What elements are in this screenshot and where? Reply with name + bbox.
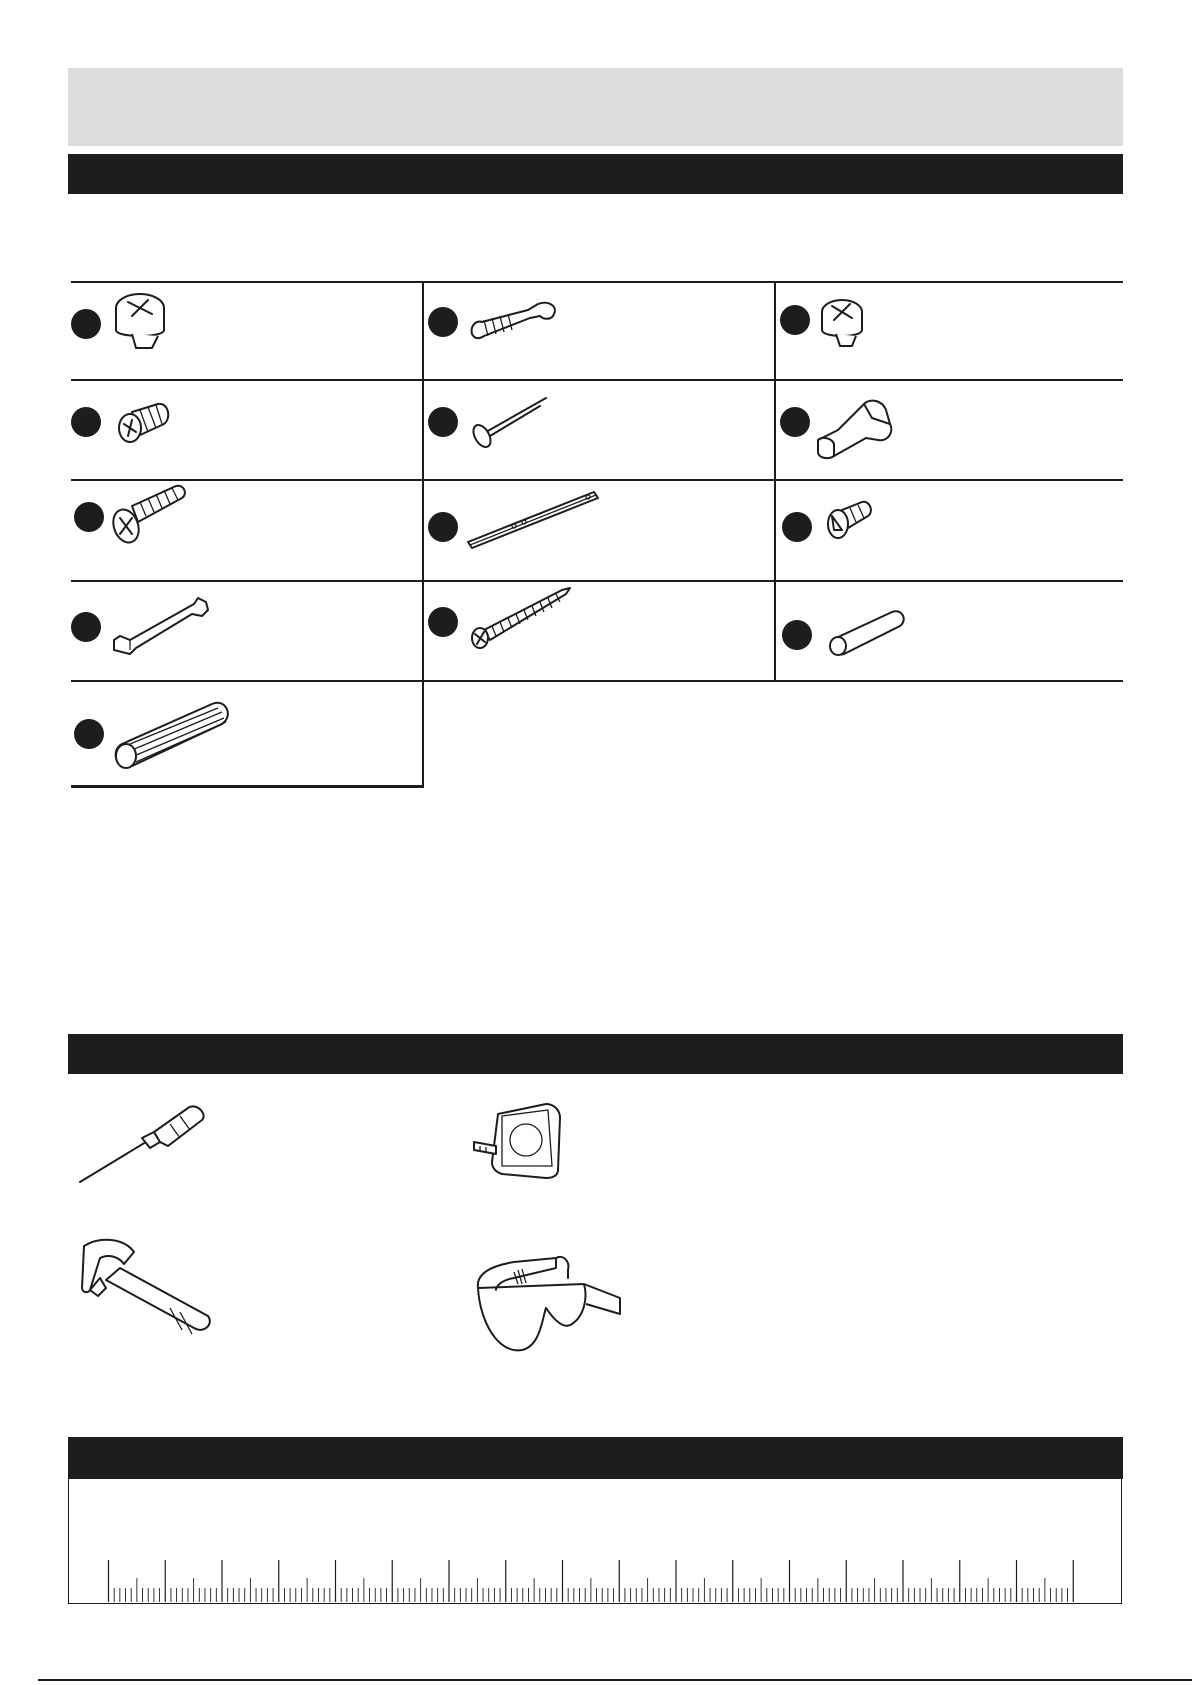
footer-rule [38,1679,1192,1681]
